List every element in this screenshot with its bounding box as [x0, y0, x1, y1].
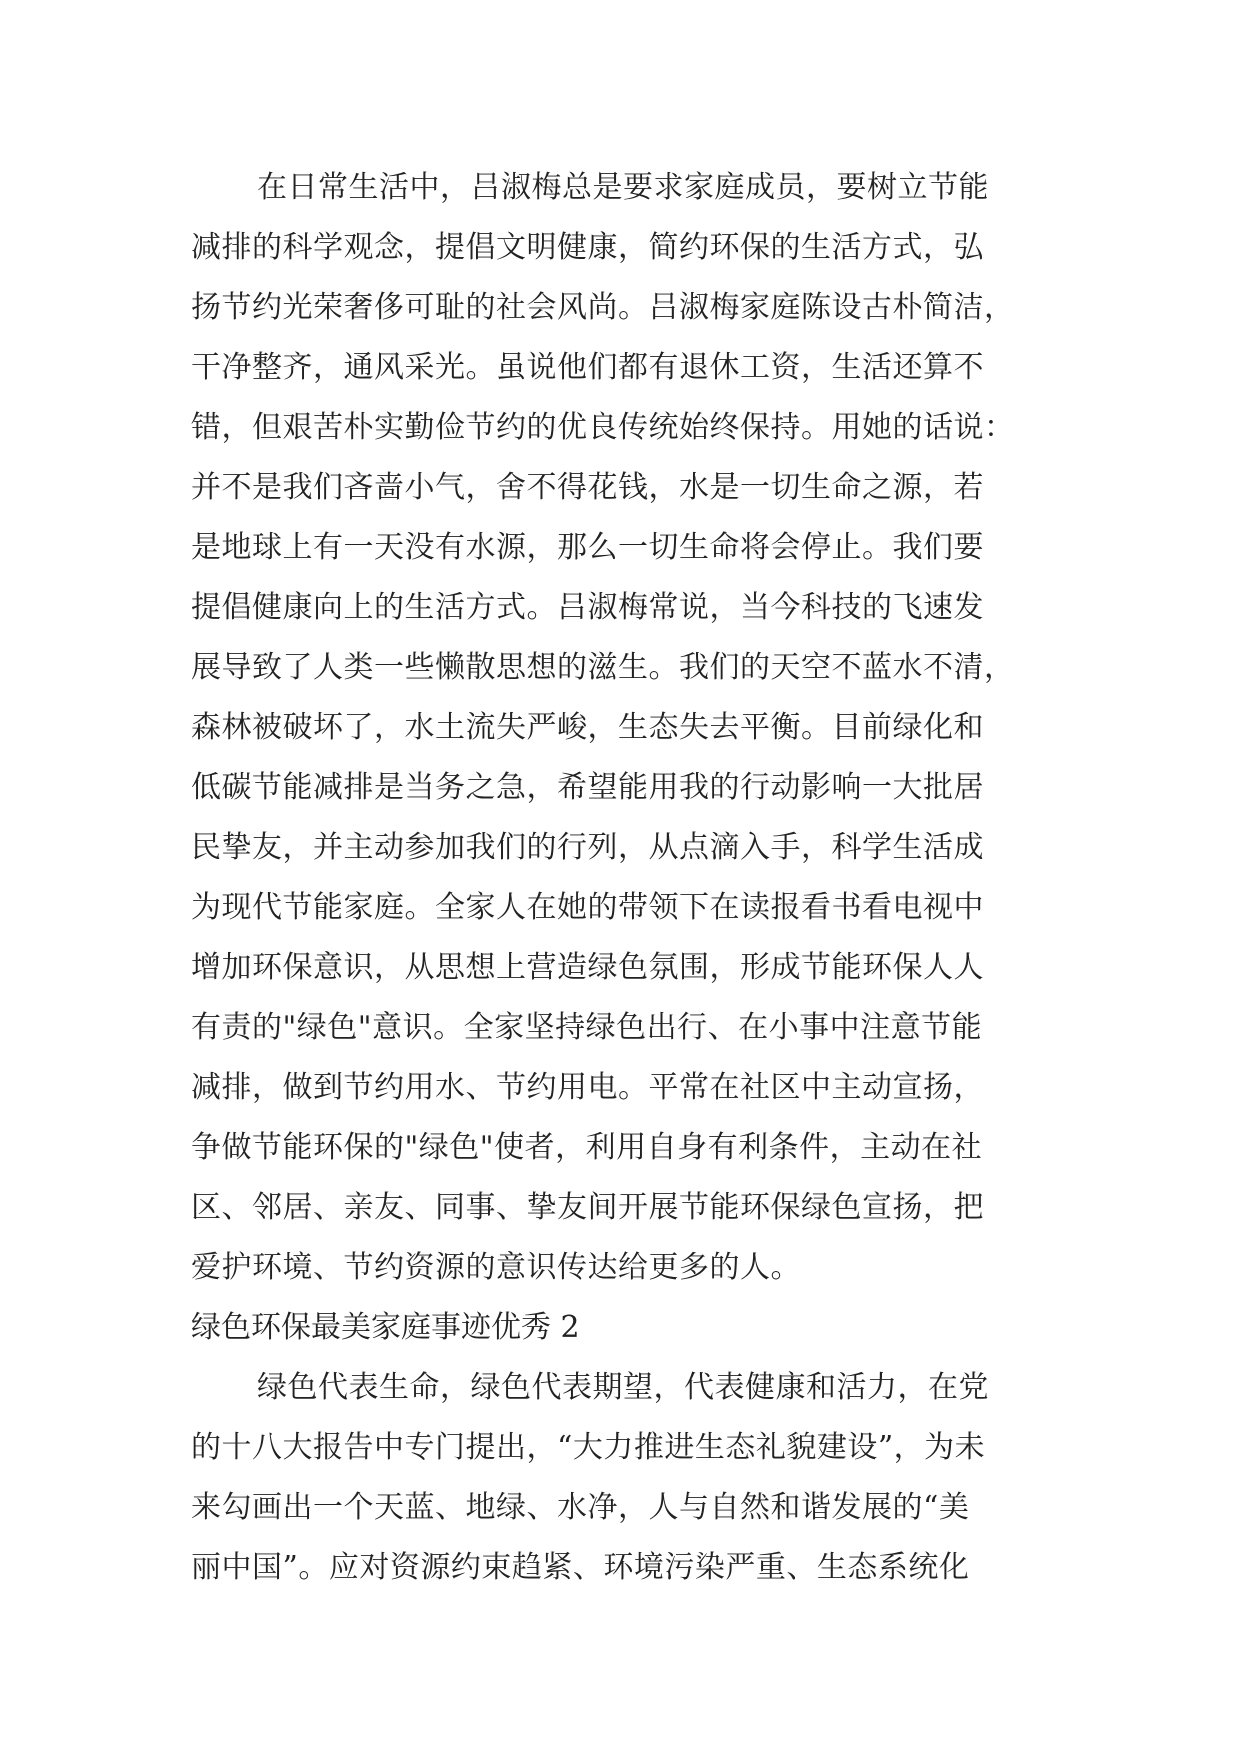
paragraph-1-line: 干净整齐，通风采光。虽说他们都有退休工资，生活还算不 [191, 350, 984, 385]
section-heading: 绿色环保最美家庭事迹优秀 2 [191, 1310, 580, 1345]
paragraph-1-line: 有责的"绿色"意识。全家坚持绿色出行、在小事中注意节能 [191, 1010, 983, 1045]
paragraph-2-line: 绿色代表生命，绿色代表期望，代表健康和活力，在党 [257, 1370, 989, 1405]
paragraph-1-line: 并不是我们吝啬小气，舍不得花钱，水是一切生命之源，若 [191, 470, 984, 505]
paragraph-2-line: 来勾画出一个天蓝、地绿、水净，人与自然和谐发展的“美 [191, 1490, 970, 1525]
paragraph-1-line: 在日常生活中，吕淑梅总是要求家庭成员，要树立节能 [257, 170, 989, 205]
paragraph-1-line: 提倡健康向上的生活方式。吕淑梅常说，当今科技的飞速发 [191, 590, 984, 625]
document-body [191, 158, 1091, 1598]
paragraph-2-line: 丽中国”。应对资源约束趋紧、环境污染严重、生态系统化 [191, 1550, 970, 1585]
paragraph-1-line: 区、邻居、亲友、同事、挚友间开展节能环保绿色宣扬，把 [191, 1190, 984, 1225]
paragraph-1-line: 争做节能环保的"绿色"使者，利用自身有利条件，主动在社 [191, 1130, 983, 1165]
paragraph-1-line: 为现代节能家庭。全家人在她的带领下在读报看书看电视中 [191, 890, 984, 925]
paragraph-1-line: 森林被破坏了，水土流失严峻，生态失去平衡。目前绿化和 [191, 710, 984, 745]
paragraph-1-line: 减排，做到节约用水、节约用电。平常在社区中主动宣扬， [191, 1070, 984, 1105]
paragraph-1-line: 展导致了人类一些懒散思想的滋生。我们的天空不蓝水不清， [191, 650, 1015, 685]
paragraph-1-line: 增加环保意识，从思想上营造绿色氛围，形成节能环保人人 [191, 950, 984, 985]
paragraph-1-line: 错，但艰苦朴实勤俭节约的优良传统始终保持。用她的话说： [191, 410, 1015, 445]
paragraph-1-line: 低碳节能减排是当务之急，希望能用我的行动影响一大批居 [191, 770, 984, 805]
paragraph-1-line: 减排的科学观念，提倡文明健康，简约环保的生活方式，弘 [191, 230, 984, 265]
paragraph-2-line: 的十八大报告中专门提出，“大力推进生态礼貌建设”，为未 [191, 1430, 986, 1465]
paragraph-1-line: 扬节约光荣奢侈可耻的社会风尚。吕淑梅家庭陈设古朴简洁， [191, 290, 1015, 325]
paragraph-1-line: 民挚友，并主动参加我们的行列，从点滴入手，科学生活成 [191, 830, 984, 865]
paragraph-1-line: 爱护环境、节约资源的意识传达给更多的人。 [191, 1250, 801, 1285]
paragraph-1-line: 是地球上有一天没有水源，那么一切生命将会停止。我们要 [191, 530, 984, 565]
